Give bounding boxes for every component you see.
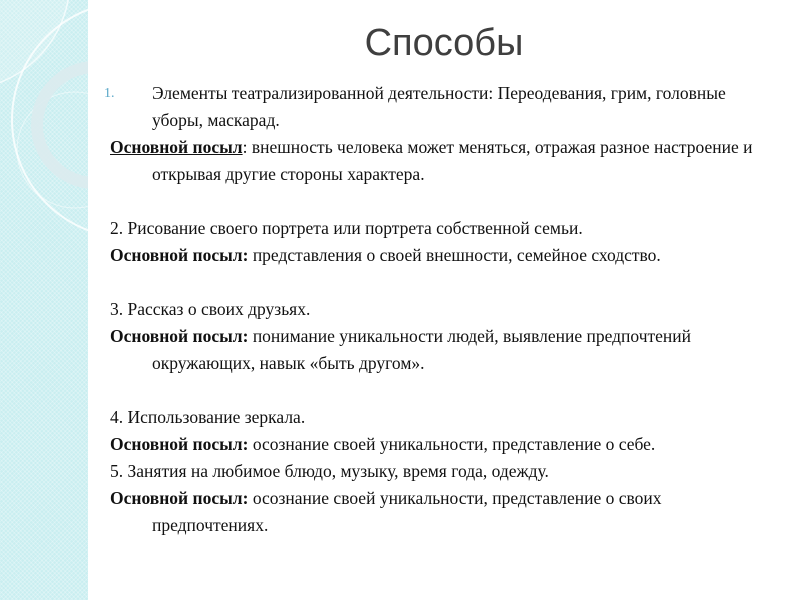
item-message (110, 485, 770, 539)
item-message (110, 134, 770, 188)
message-text: понимание уникальности людей, выявление предпочтений окружающих, навык «быть другом». (152, 326, 692, 373)
decorative-circles-icon (0, 0, 88, 600)
message-label: Основной посыл: (110, 326, 249, 346)
message-label: Основной посыл: (110, 245, 249, 265)
separator: : (242, 137, 248, 157)
decorative-side-panel (0, 0, 88, 600)
message-text: осознание своей уникальности, представление о себе. (248, 434, 656, 454)
list-item (104, 80, 770, 134)
list-item: 5. Занятия на любимое блюдо, музыку, время года, одежду. (110, 461, 549, 481)
slide-title: Способы (364, 22, 524, 64)
message-label: Основной посыл (110, 137, 243, 157)
item-message (110, 323, 770, 377)
message-label: Основной посыл: (110, 434, 249, 454)
item-message (110, 242, 770, 269)
list-item: 2. Рисование своего портрета или портрета собственной семьи. (110, 218, 583, 238)
slide-body (104, 80, 770, 539)
item-text: Элементы театрализированной деятельности: Переодевания, грим, головные уборы, маскарад. (152, 83, 726, 130)
message-text: осознание своей уникальности, представление о своих предпочтениях. (152, 488, 662, 535)
list-number: 1. (104, 86, 115, 101)
item-message (110, 431, 770, 458)
list-item: 4. Использование зеркала. (110, 407, 306, 427)
list-item: 3. Рассказ о своих друзьях. (110, 299, 311, 319)
message-text: представления о своей внешности, семейное сходство. (248, 245, 661, 265)
message-text: внешность человека может меняться, отражая разное настроение и открывая другие стороны характера. (152, 137, 753, 184)
message-label: Основной посыл: (110, 488, 249, 508)
